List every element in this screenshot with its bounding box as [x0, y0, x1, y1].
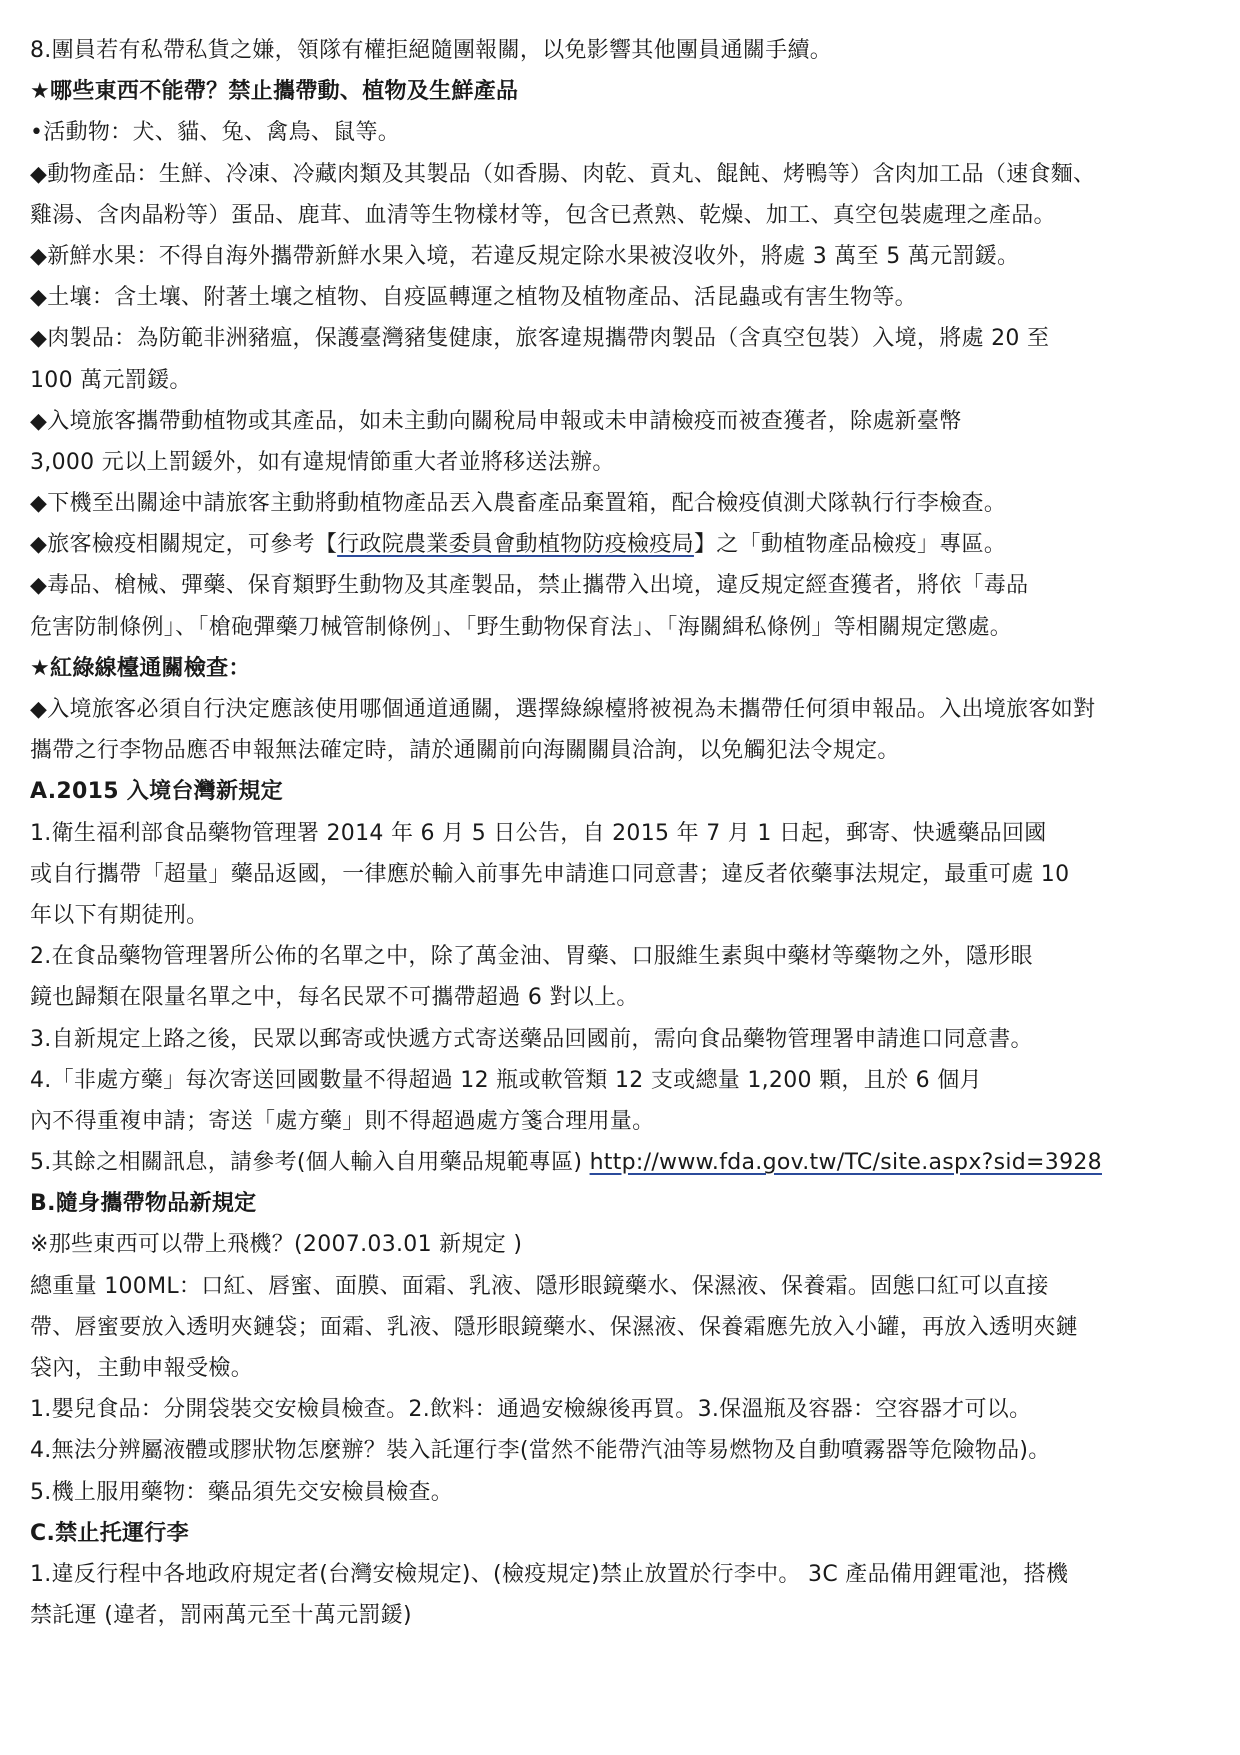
- text-line: ◆入境旅客必須自行決定應該使用哪個通道通關，選擇綠線檯將被視為未攜帶任何須申報品。入出境旅客如對: [30, 697, 1096, 722]
- text-line: 1.嬰兒食品：分開袋裝交安檢員檢查。2.飲料：通過安檢線後再買。3.保溫瓶及容器：空容器才可以。: [30, 1397, 1032, 1423]
- text-line: 1.衛生福利部食品藥物管理署 2014 年 6 月 5 日公告，自 2015 年 7 月 1 日起，郵寄、快遞藥品回國: [30, 820, 1047, 846]
- text-line: 4.「非處方藥」每次寄送回國數量不得超過 12 瓶或軟管類 12 支或總量 1,200 顆，且於 6 個月: [30, 1067, 982, 1093]
- text-line: ◆毒品、槍械、彈藥、保育類野生動物及其產製品，禁止攜帶入出境，違反規定經查獲者，將依「毒品: [30, 573, 1029, 599]
- text-line: ◆土壤：含土壤、附著土壤之植物、自疫區轉運之植物及植物產品、活昆蟲或有害生物等。: [30, 285, 917, 311]
- section-heading-prohibited: ★哪些東西不能帶？禁止攜帶動、植物及生鮮產品: [30, 79, 519, 105]
- text-line: •活動物：犬、貓、兔、禽鳥、鼠等。: [30, 120, 401, 146]
- text-line: 總重量 100ML：口紅、唇蜜、面膜、面霜、乳液、隱形眼鏡藥水、保濕液、保養霜。固態口紅可以直接: [30, 1273, 1049, 1299]
- text-line: ◆旅客檢疫相關規定，可參考【行政院農業委員會動植物防疫檢疫局】之「動植物產品檢疫」專區。: [30, 532, 1007, 558]
- fda-url-link[interactable]: http://www.fda.gov.tw/TC/site.aspx?sid=3928: [589, 1150, 1102, 1176]
- section-heading-c: C.禁止托運行李: [30, 1520, 189, 1546]
- section-heading-a: A.2015 入境台灣新規定: [30, 779, 283, 805]
- text-line: 或自行攜帶「超量」藥品返國，一律應於輸入前事先申請進口同意書；違反者依藥事法規定，最重可處 10: [30, 861, 1070, 887]
- text-line: ◆動物產品：生鮮、冷凍、冷藏肉類及其製品（如香腸、肉乾、貢丸、餛飩、烤鴨等）含肉加工品（速食麵、: [30, 161, 1096, 187]
- text-line: ※那些東西可以帶上飛機？(2007.03.01 新規定 ): [30, 1232, 523, 1258]
- text-line: 禁託運 (違者，罰兩萬元至十萬元罰鍰): [30, 1603, 412, 1629]
- text-line: 3,000 元以上罰鍰外，如有違規情節重大者並將移送法辦。: [30, 449, 615, 475]
- text-line: 內不得重複申請；寄送「處方藥」則不得超過處方箋合理用量。: [30, 1108, 655, 1134]
- text-line: 8.團員若有私帶私貨之嫌，領隊有權拒絕隨團報關，以免影響其他團員通關手續。: [30, 38, 833, 63]
- text-line: 攜帶之行李物品應否申報無法確定時，請於通關前向海關關員洽詢，以免觸犯法令規定。: [30, 738, 900, 764]
- text-line: 5.其餘之相關訊息，請參考(個人輸入自用藥品規範專區) http://www.fda.gov.tw/TC/site.aspx?sid=3928: [30, 1150, 1102, 1176]
- text-line: 1.違反行程中各地政府規定者(台灣安檢規定)、(檢疫規定)禁止放置於行李中。 3C 產品備用鋰電池，搭機: [30, 1561, 1069, 1587]
- text-line: 鏡也歸類在限量名單之中，每名民眾不可攜帶超過 6 對以上。: [30, 985, 639, 1011]
- text-line: 危害防制條例」、「槍砲彈藥刀械管制條例」、「野生動物保育法」、「海關緝私條例」等相關規定懲處。: [30, 614, 1013, 640]
- text-line: 袋內，主動申報受檢。: [30, 1356, 254, 1381]
- document-page: [30, 30, 1210, 1636]
- section-heading-b: B.隨身攜帶物品新規定: [30, 1191, 257, 1217]
- text-line: 3.自新規定上路之後，民眾以郵寄或快遞方式寄送藥品回國前，需向食品藥物管理署申請進口同意書。: [30, 1026, 1033, 1052]
- text-line: 帶、唇蜜要放入透明夾鏈袋；面霜、乳液、隱形眼鏡藥水、保濕液、保養霜應先放入小罐，再放入透明夾鏈: [30, 1314, 1079, 1340]
- text-line: ◆新鮮水果：不得自海外攜帶新鮮水果入境，若違反規定除水果被沒收外，將處 3 萬至 5 萬元罰鍰。: [30, 243, 1020, 269]
- quarantine-bureau-link[interactable]: 行政院農業委員會動植物防疫檢疫局: [337, 532, 694, 558]
- text-line: ◆下機至出關途中請旅客主動將動植物產品丟入農畜產品棄置箱，配合檢疫偵測犬隊執行行李檢查。: [30, 491, 1007, 517]
- text-line: 4.無法分辨屬液體或膠狀物怎麼辦？裝入託運行李(當然不能帶汽油等易燃物及自動噴霧器等危險物品)。: [30, 1438, 1051, 1464]
- section-heading-red-green-line: ★紅綠線檯通關檢查：: [30, 655, 251, 681]
- text-line: ◆入境旅客攜帶動植物或其產品，如未主動向關稅局申報或未申請檢疫而被查獲者，除處新臺幣: [30, 408, 962, 434]
- text-line: 2.在食品藥物管理署所公佈的名單之中，除了萬金油、胃藥、口服維生素與中藥材等藥物之外，隱形眼: [30, 944, 1033, 970]
- text-line: 100 萬元罰鍰。: [30, 367, 192, 393]
- text-line: ◆肉製品：為防範非洲豬瘟，保護臺灣豬隻健康，旅客違規攜帶肉製品（含真空包裝）入境，將處 20 至: [30, 326, 1050, 352]
- text-line: 雞湯、含肉晶粉等）蛋品、鹿茸、血清等生物樣材等，包含已煮熟、乾燥、加工、真空包裝處理之產品。: [30, 202, 1056, 228]
- text-line: 年以下有期徒刑。: [30, 902, 209, 928]
- text-line: 5.機上服用藥物：藥品須先交安檢員檢查。: [30, 1479, 453, 1505]
